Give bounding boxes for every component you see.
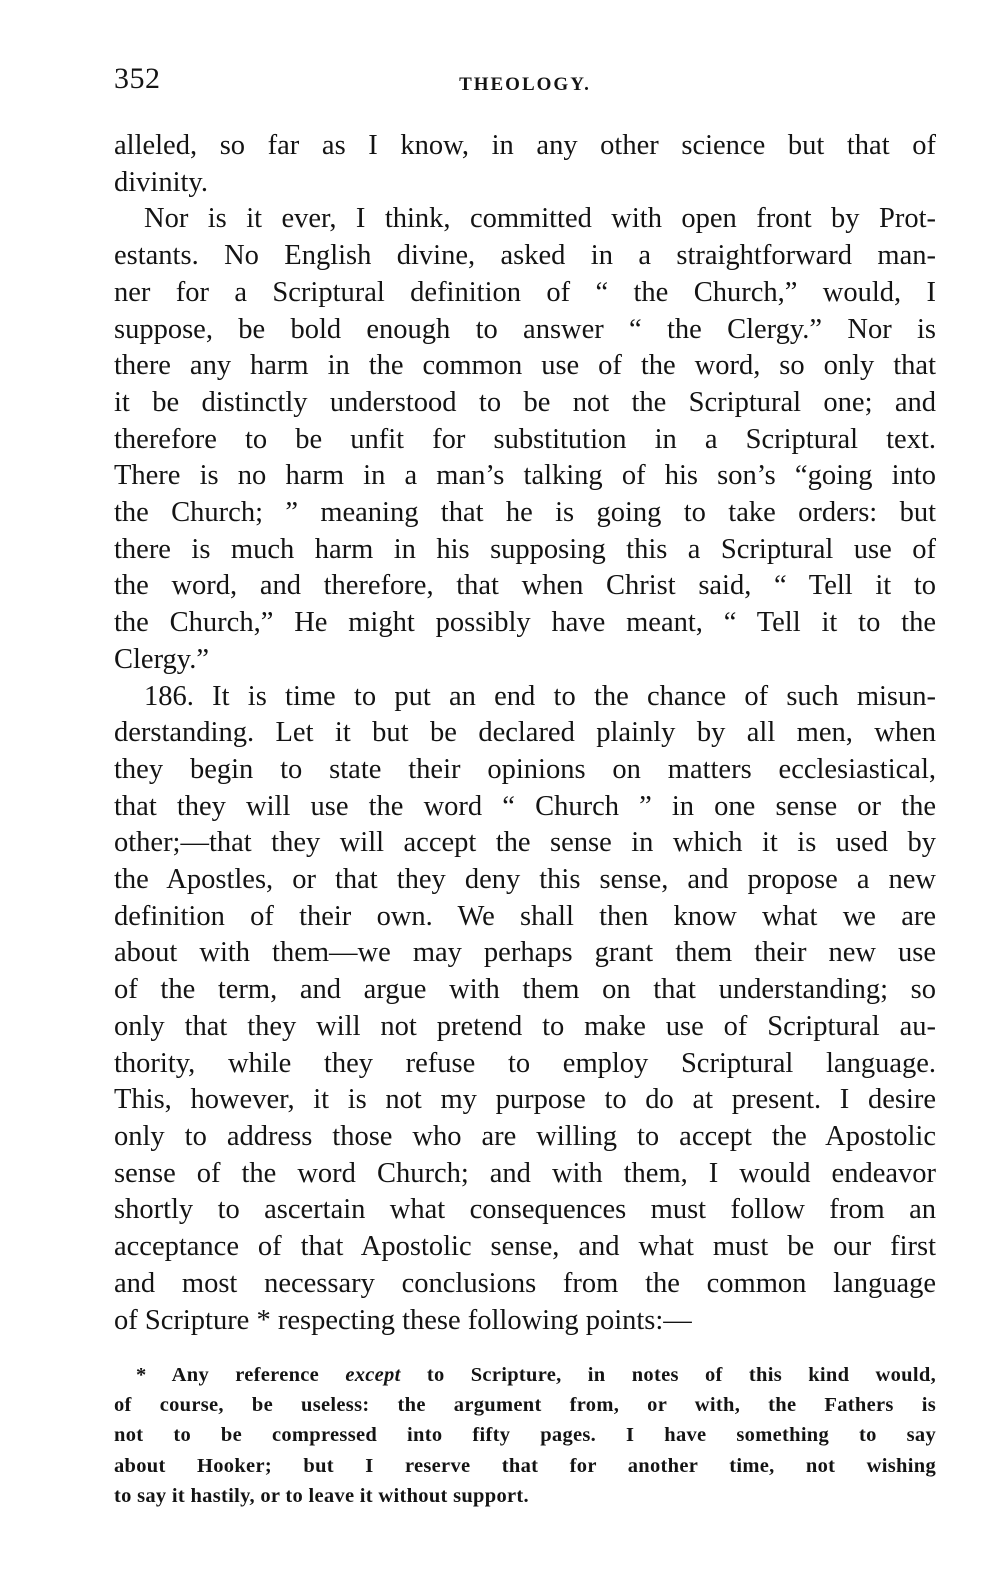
text-line: of Scripture * respecting these following points:— bbox=[114, 1304, 692, 1336]
footnote-line: not to be compressed into fifty pages. I have something to say bbox=[114, 1424, 936, 1447]
text-line: of the term, and argue with them on that understanding; so bbox=[114, 974, 936, 1006]
text-line: alleled, so far as I know, in any other science but that of bbox=[114, 130, 936, 161]
running-title: THEOLOGY. bbox=[459, 74, 591, 95]
running-head bbox=[114, 62, 936, 102]
text-line: they begin to state their opinions on matters ecclesiastical, bbox=[114, 753, 936, 785]
footnote-line: of course, be useless: the argument from, or with, the Fathers is bbox=[114, 1394, 936, 1417]
text-line: This, however, it is not my purpose to do at present. I desire bbox=[114, 1084, 936, 1116]
text-line: other;—that they will accept the sense in which it is used by bbox=[114, 827, 936, 859]
text-line: shortly to ascertain what consequences must follow from an bbox=[114, 1194, 936, 1226]
page-number: 352 bbox=[114, 62, 161, 95]
text-line: there any harm in the common use of the word, so only that bbox=[114, 350, 936, 382]
text-line: there is much harm in his supposing this a Scriptural use of bbox=[114, 533, 936, 565]
paragraph-number-line: 186. It is time to put an end to the chance of such misun- bbox=[144, 680, 936, 712]
text-line: There is no harm in a man’s talking of his son’s “going into bbox=[114, 460, 936, 492]
footnote-line: to say it hastily, or to leave it without support. bbox=[114, 1484, 529, 1507]
footnote bbox=[114, 1360, 936, 1511]
text-line: and most necessary conclusions from the common language bbox=[114, 1267, 936, 1299]
text-line: only to address those who are willing to accept the Apostolic bbox=[114, 1120, 936, 1152]
footnote-line: * Any reference except to Scripture, in notes of this kind would, bbox=[136, 1364, 936, 1386]
text-line: the Church; ” meaning that he is going to take orders: but bbox=[114, 497, 936, 529]
text-line: only that they will not pretend to make use of Scriptural au- bbox=[114, 1010, 936, 1042]
text-line: the Church,” He might possibly have meant, “ Tell it to the bbox=[114, 607, 936, 639]
footnote-line: about Hooker; but I reserve that for another time, not wishing bbox=[114, 1454, 936, 1477]
text-line: the Apostles, or that they deny this sense, and propose a new bbox=[114, 864, 936, 896]
text-line: Nor is it ever, I think, committed with open front by Prot- bbox=[144, 203, 936, 235]
text-line: acceptance of that Apostolic sense, and what must be our first bbox=[114, 1231, 936, 1263]
text-line: ner for a Scriptural definition of “ the Church,” would, I bbox=[114, 276, 936, 308]
text-line: derstanding. Let it but be declared plainly by all men, when bbox=[114, 717, 936, 749]
text-line: suppose, be bold enough to answer “ the Clergy.” Nor is bbox=[114, 313, 936, 345]
text-line: therefore to be unfit for substitution in a Scriptural text. bbox=[114, 423, 936, 455]
text-line: estants. No English divine, asked in a straightforward man- bbox=[114, 240, 936, 272]
body-text bbox=[114, 128, 936, 1339]
text-line: divinity. bbox=[114, 166, 208, 198]
text-line: it be distinctly understood to be not the Scriptural one; and bbox=[114, 386, 936, 418]
text-line: sense of the word Church; and with them, I would endeavor bbox=[114, 1157, 936, 1189]
text-line: about with them—we may perhaps grant them their new use bbox=[114, 937, 936, 969]
text-line: Clergy.” bbox=[114, 643, 209, 675]
text-line: the word, and therefore, that when Christ said, “ Tell it to bbox=[114, 570, 936, 602]
text-line: definition of their own. We shall then know what we are bbox=[114, 900, 936, 932]
footnote-emphasis: except bbox=[345, 1364, 401, 1386]
text-line: thority, while they refuse to employ Scriptural language. bbox=[114, 1047, 936, 1079]
text-line: that they will use the word “ Church ” in one sense or the bbox=[114, 790, 936, 822]
